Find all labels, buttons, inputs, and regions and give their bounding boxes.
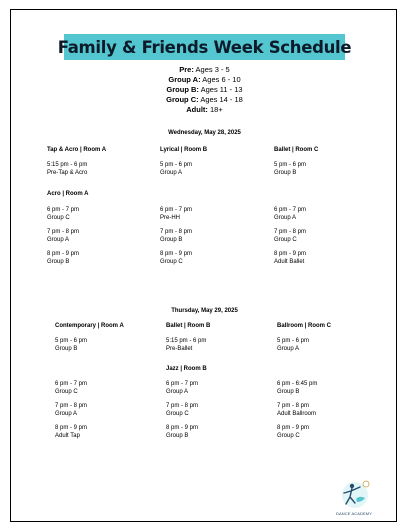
slot-group: Group B (166, 432, 189, 439)
day2-slot (277, 381, 317, 396)
slot-group: Group B (47, 258, 70, 265)
day2-slot (277, 425, 309, 440)
slot-time: 8 pm - 9 pm (277, 425, 310, 431)
slot-time: 6 pm - 7 pm (55, 381, 88, 387)
slot-time: 6 pm - 7 pm (160, 207, 193, 213)
day2-slot (55, 381, 87, 396)
age-label: Pre: (179, 65, 194, 74)
slot-time: 6 pm - 7 pm (47, 207, 80, 213)
slot-group: Pre-Tap & Acro (47, 169, 88, 176)
age-label: Group A: (168, 75, 201, 84)
age-value: Ages 6 - 10 (202, 75, 241, 84)
age-group-pre (0, 65, 409, 76)
day1-slot (160, 207, 192, 222)
day2-slot (55, 425, 87, 440)
slot-time: 6 pm - 6:45 pm (277, 381, 318, 387)
age-value: 18+ (210, 105, 223, 114)
slot-group: Group C (160, 258, 183, 265)
age-value: Ages 11 - 13 (200, 85, 243, 94)
slot-time: 5 pm - 6 pm (55, 338, 88, 344)
slot-group: Group C (166, 410, 189, 417)
slot-time: 8 pm - 9 pm (166, 425, 199, 431)
day1-date: Wednesday, May 28, 2025 (168, 130, 241, 136)
slot-time: 7 pm - 8 pm (47, 229, 80, 235)
day1-slot (274, 162, 306, 177)
day1-slot (160, 229, 192, 244)
day1-slot (274, 251, 306, 266)
slot-time: 8 pm - 9 pm (274, 251, 307, 257)
slot-group: Group C (274, 236, 297, 243)
age-value: Ages 3 - 5 (195, 65, 230, 74)
slot-time: 8 pm - 9 pm (47, 251, 80, 257)
slot-group: Adult Ballroom (277, 410, 317, 417)
slot-time: 7 pm - 8 pm (55, 403, 88, 409)
slot-time: 5 pm - 6 pm (160, 162, 193, 168)
slot-time: 7 pm - 8 pm (274, 229, 307, 235)
slot-group: Group A (47, 236, 70, 243)
slot-group: Group A (166, 388, 189, 395)
slot-group: Group B (55, 345, 78, 352)
slot-group: Group A (160, 169, 183, 176)
age-label: Adult: (186, 105, 208, 114)
day1-header-3: Ballet | Room C (274, 147, 319, 153)
slot-time: 5:15 pm - 6 pm (47, 162, 88, 168)
slot-group: Pre-HH (160, 214, 181, 221)
slot-group: Group B (274, 169, 297, 176)
slot-group: Group C (47, 214, 70, 221)
age-label: Group B: (166, 85, 199, 94)
slot-group: Group C (55, 388, 78, 395)
logo-text: DANCE ACADEMY (336, 511, 372, 516)
day2-date: Thursday, May 29, 2025 (171, 308, 238, 314)
day1-subheader: Acro | Room A (47, 191, 89, 197)
slot-group: Adult Ballet (274, 258, 305, 265)
day2-slot (166, 403, 198, 418)
day2-header-1: Contemporary | Room A (55, 323, 124, 329)
page-title: Family & Friends Week Schedule (64, 34, 345, 60)
day2-slot (277, 338, 309, 353)
slot-group: Pre-Ballet (166, 345, 193, 352)
slot-time: 7 pm - 8 pm (160, 229, 193, 235)
age-label: Group C: (166, 95, 199, 104)
slot-group: Group C (277, 432, 300, 439)
day1-slot (47, 229, 79, 244)
day1-header-2: Lyrical | Room B (160, 147, 208, 153)
age-group-c (0, 95, 409, 106)
day1-slot (47, 251, 79, 266)
age-group-b (0, 85, 409, 96)
slot-time: 5 pm - 6 pm (277, 338, 310, 344)
slot-time: 5:15 pm - 6 pm (166, 338, 207, 344)
age-group-adult (0, 105, 409, 116)
slot-time: 7 pm - 8 pm (166, 403, 199, 409)
day1-slot (160, 251, 192, 266)
day1-slot (47, 162, 87, 177)
day2-slot (277, 403, 316, 418)
age-group-a (0, 75, 409, 86)
slot-group: Group B (277, 388, 300, 395)
day2-header-3: Ballroom | Room C (277, 323, 332, 329)
slot-group: Group A (274, 214, 297, 221)
day1-slot (47, 207, 79, 222)
slot-time: 8 pm - 9 pm (55, 425, 88, 431)
slot-group: Group A (55, 410, 78, 417)
day2-slot (55, 338, 87, 353)
slot-group: Group B (160, 236, 183, 243)
day2-slot (166, 425, 198, 440)
slot-time: 6 pm - 7 pm (166, 381, 199, 387)
day2-slot (166, 338, 206, 353)
slot-group: Adult Tap (55, 432, 80, 439)
day1-slot (274, 207, 306, 222)
slot-group: Group A (277, 345, 300, 352)
day1-slot (160, 162, 192, 177)
day1-slot (274, 229, 306, 244)
day2-header-2: Ballet | Room B (166, 323, 211, 329)
day2-subheader: Jazz | Room B (166, 366, 207, 372)
age-value: Ages 14 - 18 (200, 95, 243, 104)
day2-slot (55, 403, 87, 418)
slot-time: 6 pm - 7 pm (274, 207, 307, 213)
day1-header-1: Tap & Acro | Room A (47, 147, 107, 153)
slot-time: 5 pm - 6 pm (274, 162, 307, 168)
day2-slot (166, 381, 198, 396)
slot-time: 7 pm - 8 pm (277, 403, 310, 409)
slot-time: 8 pm - 9 pm (160, 251, 193, 257)
